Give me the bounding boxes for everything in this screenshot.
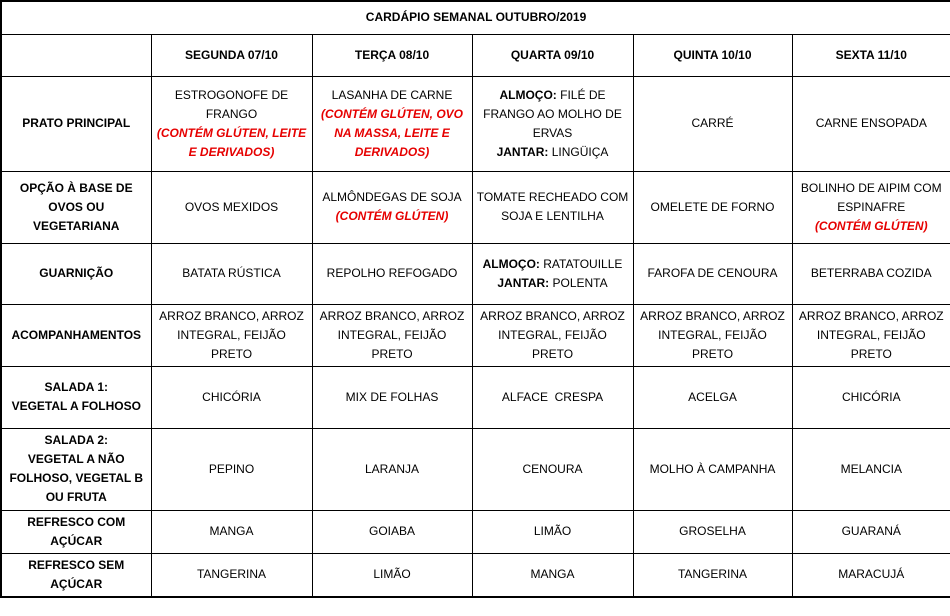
menu-cell-line	[317, 388, 468, 407]
menu-cell-line	[797, 307, 947, 364]
menu-cell	[792, 428, 950, 510]
menu-cell-line	[477, 188, 629, 226]
menu-cell	[792, 553, 950, 597]
row-label-line: REFRESCO SEM	[28, 557, 125, 572]
row-label-line: VEGETARIANA	[33, 218, 120, 233]
row-label-line: OU FRUTA	[45, 490, 107, 504]
menu-item-text: ARROZ BRANCO, ARROZ INTEGRAL, FEIJÃO PRETO	[480, 308, 625, 361]
menu-cell	[312, 171, 472, 243]
menu-cell-line	[317, 86, 468, 105]
menu-item-text: LASANHA DE CARNE	[331, 87, 453, 102]
menu-cell-line	[156, 307, 308, 364]
document-title: CARDÁPIO SEMANAL OUTUBRO/2019	[1, 1, 950, 34]
row-label-line: PRATO PRINCIPAL	[22, 116, 131, 130]
menu-item-text: MELANCIA	[840, 461, 902, 476]
menu-cell	[472, 428, 633, 510]
menu-cell-line	[477, 143, 629, 162]
menu-item-text: ALFACE CRESPA	[501, 389, 604, 404]
row-label	[1, 76, 151, 171]
menu-cell	[792, 76, 950, 171]
menu-cell-line	[638, 460, 788, 479]
menu-cell-line	[797, 460, 947, 479]
menu-row	[1, 171, 950, 243]
menu-cell	[472, 553, 633, 597]
menu-cell-line	[317, 460, 468, 479]
menu-item-text: LARANJA	[364, 461, 420, 476]
menu-cell-line	[317, 264, 468, 283]
menu-cell-line	[797, 179, 947, 217]
row-label-line: SALADA 1:	[44, 380, 109, 394]
menu-cell-line	[156, 86, 308, 124]
menu-cell	[472, 510, 633, 553]
menu-cell	[151, 366, 312, 428]
row-label-line: OPÇÃO À BASE DE	[19, 180, 133, 195]
menu-item-text: BOLINHO DE AIPIM COM ESPINAFRE	[800, 180, 942, 214]
menu-cell	[633, 553, 792, 597]
menu-item-text: PEPINO	[208, 461, 255, 476]
allergen-note: (CONTÉM GLÚTEN, OVO NA MASSA, LEITE E DERIVADOS)	[321, 106, 463, 159]
menu-cell	[151, 76, 312, 171]
menu-item-text: POLENTA	[549, 275, 608, 290]
row-label-line: ACOMPANHAMENTOS	[11, 327, 142, 342]
menu-row	[1, 428, 950, 510]
menu-cell-line	[156, 388, 308, 407]
menu-cell-line	[156, 460, 308, 479]
menu-cell-line	[797, 388, 947, 407]
menu-cell-line	[477, 522, 629, 541]
menu-cell	[151, 428, 312, 510]
menu-cell-line	[317, 188, 468, 207]
column-header: TERÇA 08/10	[312, 34, 472, 76]
allergen-note: (CONTÉM GLÚTEN, LEITE E DERIVADOS)	[156, 125, 307, 159]
row-label	[1, 510, 151, 553]
row-label-line: VEGETAL A FOLHOSO	[11, 399, 141, 413]
menu-item-text: CARNE ENSOPADA	[815, 116, 927, 130]
menu-cell-line	[797, 565, 947, 584]
menu-cell-line	[797, 217, 947, 236]
menu-item-text: BETERRABA COZIDA	[810, 266, 932, 280]
menu-cell	[472, 304, 633, 366]
meal-prefix: ALMOÇO:	[499, 87, 557, 102]
menu-cell-line	[317, 105, 468, 162]
menu-item-text: ACELGA	[688, 389, 737, 404]
menu-cell	[792, 243, 950, 304]
menu-cell-line	[638, 522, 788, 541]
menu-cell-line	[638, 114, 788, 133]
menu-cell-line	[317, 207, 468, 226]
menu-item-text: TANGERINA	[677, 567, 748, 581]
title-row	[1, 1, 950, 34]
menu-item-text: OVOS MEXIDOS	[184, 199, 279, 214]
row-label-line: AÇÚCAR	[50, 533, 103, 548]
menu-row	[1, 243, 950, 304]
menu-row	[1, 366, 950, 428]
menu-item-text: FILÉ DE FRANGO AO MOLHO DE ERVAS	[483, 87, 622, 140]
menu-cell	[151, 510, 312, 553]
menu-cell	[312, 304, 472, 366]
menu-cell	[792, 171, 950, 243]
menu-cell-line	[156, 565, 308, 584]
menu-cell	[312, 366, 472, 428]
menu-cell-line	[477, 86, 629, 143]
menu-cell-line	[317, 522, 468, 541]
menu-cell-line	[156, 124, 308, 162]
row-label-line: GUARNIÇÃO	[39, 266, 114, 280]
row-label-line: AÇÚCAR	[50, 576, 103, 591]
row-label	[1, 553, 151, 597]
allergen-note: (CONTÉM GLÚTEN)	[814, 218, 928, 233]
menu-item-text: OMELETE DE FORNO	[650, 199, 775, 214]
menu-item-text: CHICÓRIA	[841, 389, 901, 404]
menu-item-text: ALMÔNDEGAS DE SOJA	[322, 190, 462, 204]
menu-item-text: REPOLHO REFOGADO	[326, 266, 458, 280]
menu-cell	[151, 243, 312, 304]
menu-item-text: MARACUJÁ	[838, 567, 905, 581]
menu-cell	[472, 366, 633, 428]
menu-row	[1, 76, 950, 171]
menu-item-text: RATATOUILLE	[539, 256, 623, 271]
menu-item-text: ARROZ BRANCO, ARROZ INTEGRAL, FEIJÃO PRETO	[319, 308, 465, 361]
column-header: QUINTA 10/10	[633, 34, 792, 76]
column-header-row	[1, 34, 950, 76]
menu-cell	[472, 76, 633, 171]
row-label	[1, 366, 151, 428]
menu-cell	[633, 510, 792, 553]
menu-cell	[792, 510, 950, 553]
menu-cell	[472, 243, 633, 304]
menu-item-text: ARROZ BRANCO, ARROZ INTEGRAL, FEIJÃO PRETO	[798, 308, 944, 361]
menu-cell-line	[477, 388, 629, 407]
menu-cell-line	[638, 388, 788, 407]
menu-cell	[151, 553, 312, 597]
menu-row	[1, 304, 950, 366]
menu-item-text: MIX DE FOLHAS	[345, 389, 439, 404]
column-header: SEXTA 11/10	[792, 34, 950, 76]
menu-cell-line	[477, 255, 629, 274]
menu-cell-line	[797, 522, 947, 541]
menu-item-text: GOIABA	[368, 524, 415, 538]
row-label	[1, 428, 151, 510]
menu-cell	[633, 76, 792, 171]
menu-row	[1, 553, 950, 597]
row-label	[1, 171, 151, 243]
menu-item-text: TOMATE RECHEADO COM SOJA E LENTILHA	[476, 190, 629, 223]
menu-cell	[151, 304, 312, 366]
row-label-line: SALADA 2:	[44, 433, 109, 447]
menu-item-text: ARROZ BRANCO, ARROZ INTEGRAL, FEIJÃO PRETO	[159, 308, 304, 361]
menu-item-text: ARROZ BRANCO, ARROZ INTEGRAL, FEIJÃO PRETO	[640, 308, 785, 361]
menu-cell-line	[477, 565, 629, 584]
menu-cell-line	[477, 460, 629, 479]
row-label-line: OVOS OU	[48, 199, 105, 214]
meal-prefix: ALMOÇO:	[482, 256, 540, 271]
menu-cell-line	[156, 264, 308, 283]
menu-cell	[312, 428, 472, 510]
menu-cell-line	[638, 307, 788, 364]
menu-cell	[633, 243, 792, 304]
menu-cell-line	[477, 274, 629, 293]
column-header: QUARTA 09/10	[472, 34, 633, 76]
allergen-note: (CONTÉM GLÚTEN)	[335, 209, 449, 223]
row-label-line: FOLHOSO, VEGETAL B	[9, 471, 144, 485]
menu-cell-line	[317, 307, 468, 364]
menu-cell	[633, 171, 792, 243]
menu-row	[1, 510, 950, 553]
menu-cell-line	[797, 114, 947, 133]
menu-item-text: LIMÃO	[533, 524, 572, 538]
menu-item-text: MANGA	[209, 524, 254, 538]
menu-cell	[472, 171, 633, 243]
menu-cell	[633, 428, 792, 510]
menu-item-text: MOLHO À CAMPANHA	[649, 461, 776, 476]
menu-cell	[151, 171, 312, 243]
menu-cell	[633, 304, 792, 366]
menu-item-text: CARRÉ	[691, 116, 734, 130]
menu-cell-line	[638, 198, 788, 217]
menu-item-text: BATATA RÚSTICA	[182, 266, 281, 280]
menu-cell-line	[638, 264, 788, 283]
menu-item-text: GUARANÁ	[841, 524, 901, 538]
menu-item-text: CHICÓRIA	[202, 389, 261, 404]
menu-cell-line	[477, 307, 629, 364]
menu-cell-line	[156, 198, 308, 217]
menu-cell	[633, 366, 792, 428]
row-label	[1, 304, 151, 366]
menu-item-text: ESTROGONOFE DE FRANGO	[174, 87, 289, 121]
menu-cell	[312, 510, 472, 553]
menu-item-text: FAROFA DE CENOURA	[647, 266, 778, 280]
column-header: SEGUNDA 07/10	[151, 34, 312, 76]
meal-prefix: JANTAR:	[497, 275, 550, 290]
row-label	[1, 243, 151, 304]
menu-cell	[312, 243, 472, 304]
menu-item-text: GROSELHA	[679, 524, 746, 538]
menu-cell	[312, 76, 472, 171]
menu-cell-line	[317, 565, 468, 584]
menu-item-text: LIMÃO	[373, 567, 411, 581]
row-label-line: VEGETAL A NÃO	[27, 452, 125, 466]
menu-cell-line	[638, 565, 788, 584]
corner-cell	[1, 34, 151, 76]
menu-item-text: LINGÜIÇA	[548, 144, 609, 159]
menu-cell	[312, 553, 472, 597]
menu-item-text: CENOURA	[522, 461, 583, 476]
menu-item-text: TANGERINA	[196, 567, 267, 581]
meal-prefix: JANTAR:	[496, 144, 549, 159]
menu-item-text: MANGA	[530, 567, 575, 581]
menu-cell-line	[156, 522, 308, 541]
menu-cell	[792, 366, 950, 428]
row-label-line: REFRESCO COM	[27, 514, 126, 529]
menu-cell	[792, 304, 950, 366]
menu-cell-line	[797, 264, 947, 283]
